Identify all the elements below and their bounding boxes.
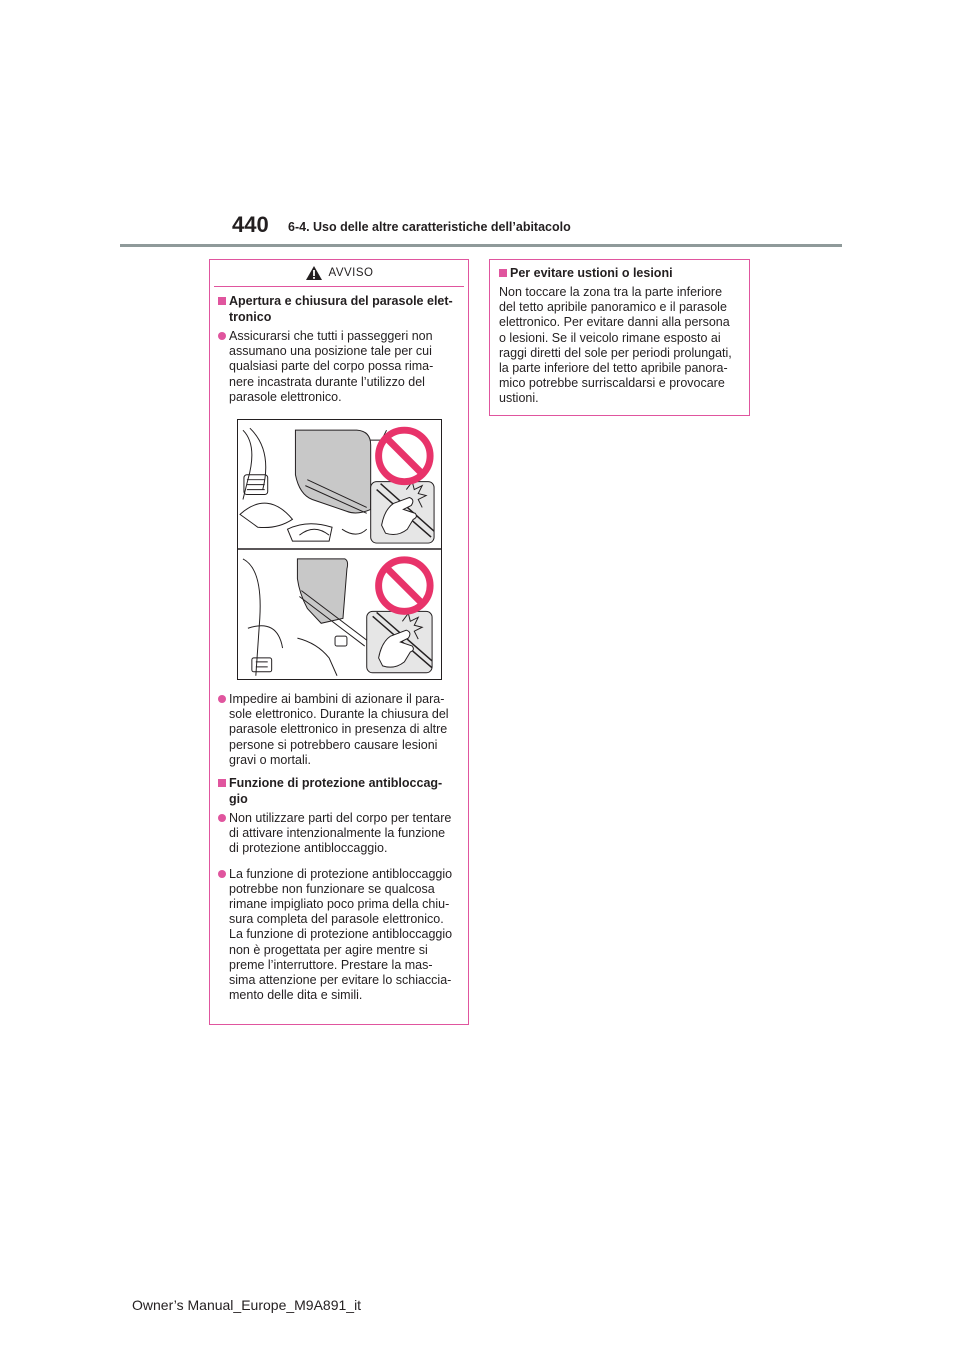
page-number: 440: [232, 212, 269, 237]
round-bullet-icon: [218, 332, 226, 340]
warning-heading-anti-pinch: [218, 775, 460, 807]
warning-header: [214, 260, 464, 287]
warning-bullet: [218, 692, 460, 768]
header-rule: [120, 244, 842, 247]
bullet-text: Assicurarsi che tutti i passeggeri non assumano una posizione tale per cui qualsiasi parte del corpo possa rima- nere incastrata durante l’utilizzo del parasole elettronico.: [229, 329, 434, 404]
bullet-text: Non utilizzare parti del corpo per tentare di attivare intenzionalmente la funzione di protezione antibloccaggio.: [229, 811, 452, 856]
bullet-text: La funzione di protezione antibloccaggio potrebbe non funzionare se qualcosa rimane impigliato poco prima della chiu- sura completa del parasole elettronico. La funzione di protezione antibloccaggio non è progettata per agire mentre si preme l’interruttore. Prestare la mas- sima attenzione per evitare lo schiaccia- mento delle dita e simili.: [229, 866, 453, 1003]
warning-triangle-icon: [305, 265, 323, 281]
sunshade-warning-illustration: [237, 419, 442, 680]
warning-bullet: [218, 811, 460, 857]
prohibition-icon: [379, 560, 430, 611]
round-bullet-icon: [218, 814, 226, 822]
heading-text: Funzione di protezione antibloccag- gio: [229, 776, 443, 807]
sunroof-glass: [295, 430, 370, 513]
square-bullet-icon: [218, 779, 226, 787]
heading-text: Apertura e chiusura del parasole elet- tronico: [229, 294, 453, 324]
round-bullet-icon: [218, 870, 226, 878]
warning-label: AVVISO: [328, 267, 374, 279]
heading-text: Per evitare ustioni o lesioni: [510, 266, 673, 280]
warning-bullet: [218, 867, 460, 1004]
warning-bullet: [218, 329, 460, 405]
warning-heading-sunshade: [218, 293, 460, 325]
warning-box: [209, 259, 469, 1025]
burn-warning-box: [489, 259, 750, 416]
bullet-text: Impedire ai bambini di azionare il para- sole elettronico. Durante la chiusura del parasole elettronico in presenza di altre persone si potrebbero causare lesioni gravi o mortali.: [229, 692, 449, 767]
square-bullet-icon: [499, 269, 507, 277]
burn-warning-text: Non toccare la zona tra la parte inferiore del tetto apribile panoramico e il parasole elettronico. Per evitare danni alla persona o lesioni. Se il veicolo rimane esposto ai raggi diretti del sole per periodi prolungati, la parte inferiore del tetto apribile panora- mico potrebbe surriscaldarsi e provocare ustioni.: [499, 285, 732, 406]
footer-manual-id: Owner’s Manual_Europe_M9A891_it: [132, 1297, 362, 1313]
round-bullet-icon: [218, 695, 226, 703]
prohibition-icon: [379, 430, 430, 481]
burn-warning-heading: [499, 265, 740, 281]
section-title: 6-4. Uso delle altre caratteristiche dell’abitacolo: [288, 220, 571, 234]
square-bullet-icon: [218, 297, 226, 305]
